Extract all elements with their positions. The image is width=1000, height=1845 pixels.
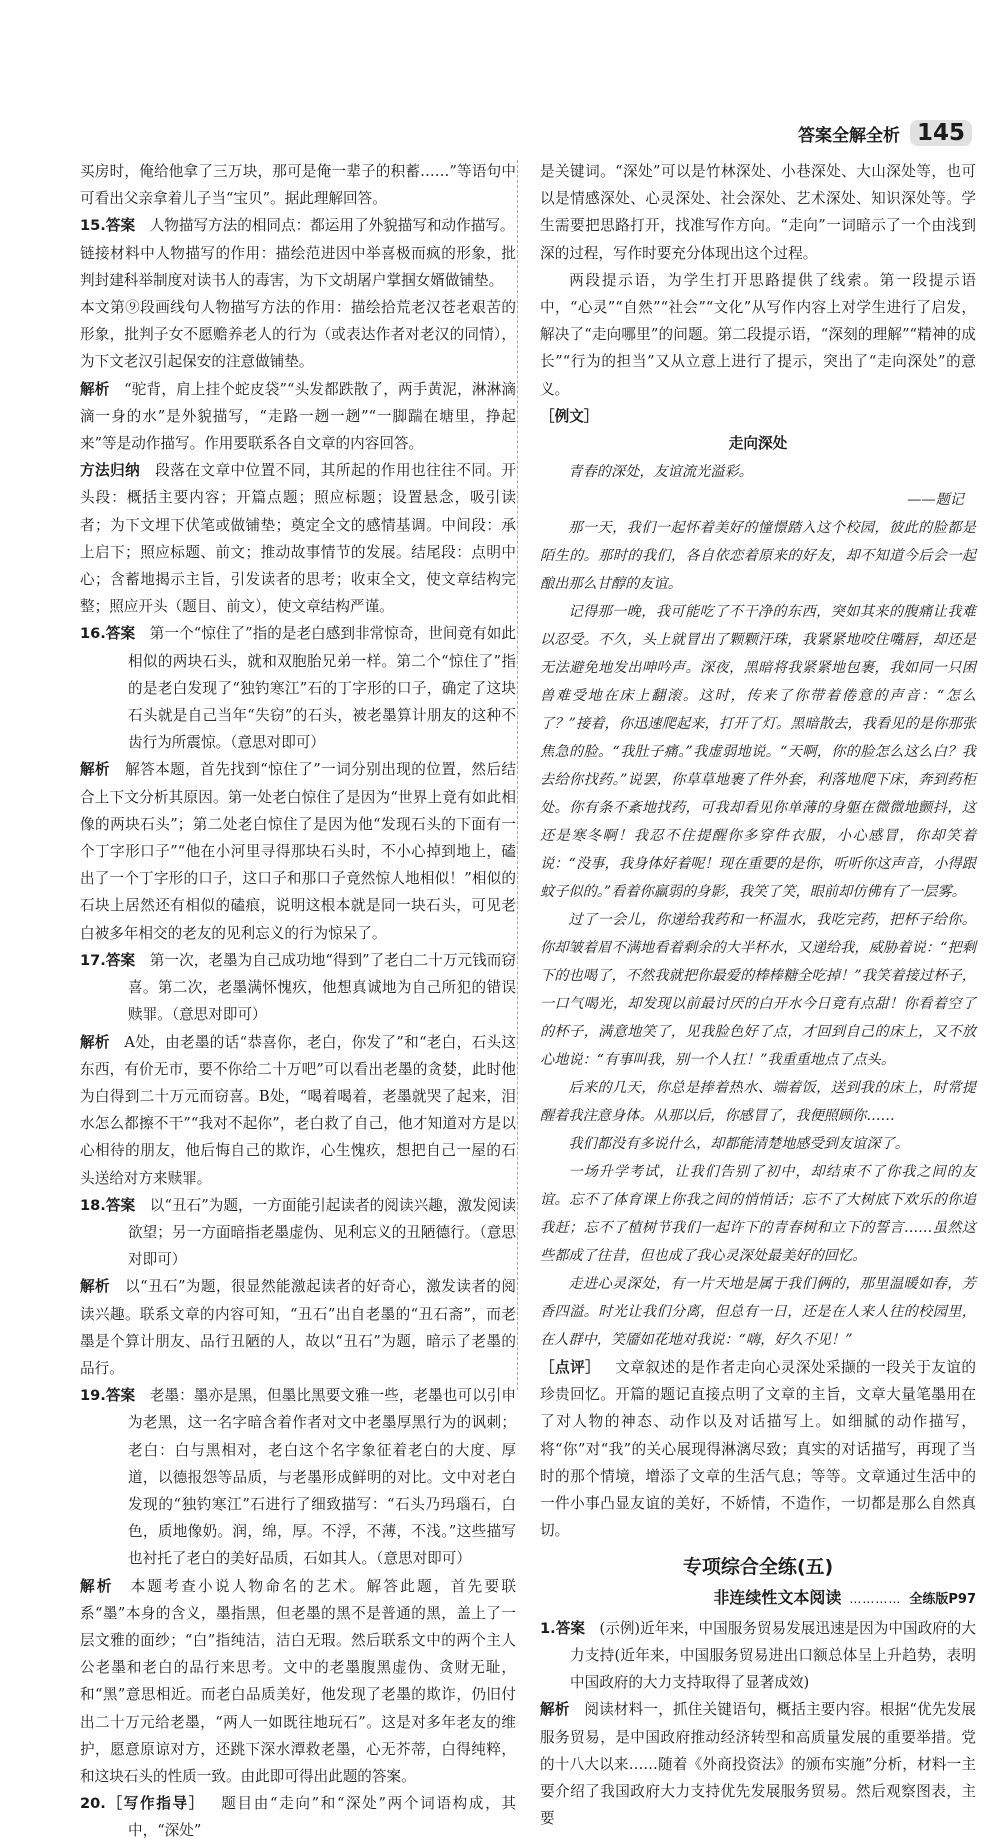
question-number: 19.: [80, 1387, 106, 1405]
answer-paragraph: [80, 1790, 516, 1844]
answer-paragraph: [80, 212, 516, 239]
essay-paragraph: 一场升学考试，让我们告别了初中，却结束不了你我之间的友谊。忘不了体育课上你我之间的悄悄话；忘不了大树底下欢乐的你追我赶；忘不了植树节我们一起许下的青春树和立下的誓言……虽然这些都成了往昔，但也成了我心灵深处最美好的回忆。: [540, 1164, 976, 1265]
paragraph-text: 买房时，俺给他拿了三万块，那可是俺一辈子的积蓄……”等语句中可看出父亲拿着儿子当“宝贝”。据此理解回答。: [80, 163, 516, 208]
essay-paragraph: 我们都没有多说什么，却都能清楚地感受到友谊深了。: [568, 1136, 909, 1153]
answer-paragraph: [80, 376, 516, 458]
question-number: 15.: [80, 217, 106, 235]
essay-title: 走向深处: [728, 435, 788, 453]
essay-paragraph: 过了一会儿，你递给我药和一杯温水，我吃完药，把杯子给你。你却皱着眉不满地看着剩余的大半杯水，又递给我，威胁着说：“把剩下的也喝了，不然我就把你最爱的棒棒糖全吃掉！”我笑着接过杯子，一口气喝光，却发现以前最讨厌的白开水今日竟有点甜！你看着空了的杯子，满意地笑了，见我脸色好了点，才回到自己的床上，又不放心地说：“有事叫我，别一个人扛！”我重重地点了点头。: [540, 912, 976, 1069]
essay-body: [540, 514, 976, 1354]
answer-paragraph: [80, 158, 516, 212]
question-number: 17.: [80, 951, 106, 969]
label-tag: 答案: [105, 217, 136, 235]
paragraph-text: A处，由老墨的话“恭喜你，老白，你发了”和“老白，石头这东西，有价无市，要不你给二十万吧”可以看出老墨的贪婪，此时他为白得到二十万元而窃喜。B处，“喝着喝着，老墨就哭了起来，泪水怎么都擦不干”“我对不起你”，老白救了自己，他才知道对方是以心相待的朋友，他后悔自己的欺诈，心生愧疚，想把自己一屋的石头送给对方来赎罪。: [80, 1033, 516, 1187]
essay-paragraph: 那一天，我们一起怀着美好的憧憬踏入这个校园，彼此的脸都是陌生的。那时的我们，各自依恋着原来的好友，却不知道今后会一起酿出那么甘醇的友谊。: [540, 520, 976, 593]
paragraph-text: 阅读材料一，抓住关键语句，概括主要内容。根据“优先发展服务贸易，是中国政府推动经济转型和高质量发展的重要举措。党的十八大以来……随着《外商投资法》的颁布实施”分析，材料一主要介绍了我国政府大力支持优先发展服务贸易。然后观察图表，主要: [540, 1701, 976, 1828]
label-tag: 解析: [80, 380, 110, 398]
answer-paragraph: [80, 1192, 516, 1274]
paragraph-text: 两段提示语，为学生打开思路提供了线索。第一段提示语中，“心灵”“自然”“社会”“文化”从写作内容上对学生进行了启发，解决了“走向哪里”的问题。第二段提示语，“深刻的理解”“精神的成长”“行为的担当”又从立意上进行了提示，突出了“走向深处”的意义。: [540, 271, 976, 398]
answer-paragraph: [80, 1029, 516, 1192]
answer-paragraph: [80, 756, 516, 946]
answer-paragraph: [540, 1615, 976, 1697]
header-title: 答案全解全析: [797, 125, 900, 146]
answer-paragraph: [80, 1382, 516, 1572]
column-divider: [517, 160, 518, 1390]
paragraph-text: 文章叙述的是作者走向心灵深处采撷的一段关于友谊的珍贵回忆。开篇的题记直接点明了文章的主旨，文章大量笔墨用在了对人物的神态、动作以及对话描写上。如细腻的动作描写，将“你”对“我”的关心展现得淋漓尽致；真实的对话描写，再现了当时的那个情境，增添了文章的生活气息；等等。文章通过生活中的一件小事凸显友谊的美好，不娇情，不造作，一切都是那么自然真切。: [540, 1359, 976, 1540]
question-number: 18.: [80, 1196, 106, 1214]
paragraph-text: 老墨：墨亦是黑，但墨比黑要文雅一些，老墨也可以引申为老黑，这一名字暗含着作者对文中老墨厚黑行为的讽刺；老白：白与黑相对，老白这个名字象征着老白的大度、厚道，以德报怨等品质，与老墨形成鲜明的对比。文中对老白发现的“独钓寒江”石进行了细致描写：“石头乃玛瑙石，白色，质地像奶。润，绵，厚。不浮，不薄，不浅。”这些描写也衬托了老白的美好品质，石如其人。（意思对即可）: [128, 1387, 516, 1568]
paragraph-text: 第一次，老墨为自己成功地“得到”了老白二十万元钱而窃喜。第二次，老墨满怀愧疚，他想真诚地为自己所犯的错误赎罪。（意思对即可）: [128, 951, 516, 1024]
paragraph-text: 链接材料中人物描写的作用：描绘范进因中举喜极而疯的形象，批判封建科举制度对读书人的毒害，为下文胡屠户掌掴女婿做铺垫。: [80, 244, 516, 289]
paragraph-text: 第一个“惊住了”指的是老白感到非常惊奇，世间竟有如此相似的两块石头，就和双胞胎兄弟一样。第二个“惊住了”指的是老白发现了“独钓寒江”石的丁字形的口子，确定了这块石头就是自己当年“失窃”的石头，被老墨算计朋友的这种不齿行为所震惊。（意思对即可）: [128, 625, 516, 752]
section-title: 专项综合全练(五): [682, 1556, 834, 1579]
answer-paragraph: [80, 1273, 516, 1382]
right-tail-block: [540, 1615, 976, 1833]
right-column: [540, 158, 976, 1832]
essay-signature: ——题记: [907, 492, 964, 509]
paragraph-text: 以“丑石”为题，一方面能引起读者的阅读兴趣，激发阅读欲望；另一方面暗指老墨虚伪、见利忘义的丑陋德行。（意思对即可）: [128, 1196, 516, 1269]
page-number: 145: [910, 120, 972, 146]
label-tag: 方法归纳: [80, 462, 141, 480]
example-essay: [540, 430, 976, 1354]
answer-paragraph: [540, 1354, 976, 1544]
label-tag: ［例文］: [540, 407, 599, 425]
question-number: 16.: [80, 625, 106, 643]
answer-paragraph: [80, 620, 516, 756]
page-header: [798, 120, 972, 146]
essay-epigraph: 青春的深处，友谊流光溢彩。: [568, 464, 753, 481]
label-tag: ［点评］: [540, 1359, 601, 1377]
label-tag: 答案: [105, 625, 136, 643]
paragraph-text: 题目由“走向”和“深处”两个词语构成，其中，“深处”: [128, 1795, 516, 1840]
section-page-ref: 全练版P97: [909, 1591, 976, 1607]
paragraph-text: (示例)近年来，中国服务贸易发展迅速是因为中国政府的大力支持(近年来，中国服务贸易进出口额总体呈上升趋势，表明中国政府的大力支持取得了显著成效): [570, 1619, 976, 1692]
paragraph-text: 是关键词。“深处”可以是竹林深处、小巷深处、大山深处等，也可以是情感深处、心灵深处、社会深处、艺术深处、知识深处等。学生需要把思路打开，找准写作方向。“走向”一词暗示了一个由浅到深的过程，写作时要充分体现出这个过程。: [540, 163, 976, 262]
label-tag: ［写作指导］: [105, 1795, 205, 1813]
label-tag: 解析: [80, 1577, 114, 1595]
answer-paragraph: [540, 1696, 976, 1832]
paragraph-text: 本文第⑨段画线句人物描写方法的作用：描绘拾荒老汉苍老艰苦的形象，批判子女不愿赡养老人的行为（或表达作者对老汉的同情），为下文老汉引起保安的注意做铺垫。: [80, 299, 516, 371]
answer-paragraph: [540, 403, 976, 430]
right-top-block: [540, 158, 976, 430]
label-tag: 解析: [80, 761, 111, 779]
essay-paragraph: 记得那一晚，我可能吃了不干净的东西，突如其来的腹痛让我难以忍受。不久，头上就冒出了颗颗汗珠，我紧紧地咬住嘴唇，却还是无法避免地发出呻吟声。深夜，黑暗将我紧紧地包裹，我如同一只困兽难受地在床上翻滚。这时，传来了你带着倦意的声音：“怎么了？”接着，你迅速爬起来，打开了灯。黑暗散去，我看见的是你那张焦急的脸。“我肚子痛。”我虚弱地说。“天啊，你的脸怎么这么白？我去给你找药。”说罢，你草草地裹了件外套，利落地爬下床，奔到药柜处。你有条不紊地找药，可我却看见你单薄的身躯在微微地颤抖，这还是寒冬啊！我忍不住提醒你多穿件衣服，小心感冒，你却笑着说：“没事，我身体好着呢！现在重要的是你，听听你这声音，小得跟蚊子似的。”看着你羸弱的身影，我笑了笑，眼前却仿佛有了一层雾。: [540, 604, 976, 901]
paragraph-text: 解答本题，首先找到“惊住了”一词分别出现的位置，然后结合上下文分析其原因。第一处老白惊住了是因为“世界上竟有如此相像的两块石头”；第二处老白惊住了是因为他“发现石头的下面有一个丁字形口子”“他在小河里寻得那块石头时，不小心掉到地上，磕出了一个丁字形的口子，这口子和那口子竟然惊人地相似！”相似的石块上居然还有相似的磕痕，说明这根本就是同一块石头，可见老白被多年相交的老友的见利忘义的行为惊呆了。: [80, 761, 516, 942]
answer-paragraph: [540, 267, 976, 403]
answer-paragraph: [80, 947, 516, 1029]
label-tag: 解析: [80, 1033, 110, 1051]
paragraph-text: 本题考查小说人物命名的艺术。解答此题，首先要联系“墨”本身的含义，墨指黑，但老墨的黑不是普通的黑，盖上了一层文雅的面纱；“白”指纯洁，洁白无瑕。然后联系文中的两个主人公老墨和老白的品行来思考。文中的老墨腹黑虚伪、贪财无耻，和“黑”意思相近。而老白品质美好，他发现了老墨的欺诈，仍旧付出二十万元给老墨，“两人一如既往地玩石”。这是对多年老友的维护，愿意原谅对方，还跳下深水潭救老墨，心无芥蒂，白得纯粹，和这块石头的性质一致。由此即可得出此题的答案。: [80, 1577, 516, 1785]
section-subtitle-row: [540, 1584, 976, 1613]
essay-paragraph: 后来的几天，你总是捧着热水、端着饭，送到我的床上，时常提醒着我注意身体。从那以后，你感冒了，我便照顾你……: [540, 1080, 976, 1125]
label-tag: 解析: [80, 1278, 111, 1296]
question-number: 20.: [80, 1795, 106, 1813]
paragraph-text: 段落在文章中位置不同，其所起的作用也往往不同。开头段：概括主要内容；开篇点题；照应标题；设置悬念，吸引读者；为下文埋下伏笔或做铺垫；奠定全文的感情基调。中间段：承上启下；照应标题、前文；推动故事情节的发展。结尾段：点明中心；含蓄地揭示主旨，引发读者的思考；收束全文，使文章结构完整；照应开头（题目、前文），使文章结构严谨。: [80, 462, 516, 616]
answer-paragraph: [540, 158, 976, 267]
section-subtitle: 非连续性文本阅读: [713, 1587, 842, 1607]
left-column: [80, 158, 516, 1845]
essay-paragraph: 走进心灵深处，有一片天地是属于我们俩的，那里温暖如春，芳香四溢。时光让我们分离，但总有一日，还是在人来人往的校园里，在人群中，笑靥如花地对我说：“嗨，好久不见！”: [540, 1276, 976, 1349]
label-tag: 答案: [105, 1196, 136, 1214]
paragraph-text: “驼背，肩上挂个蛇皮袋”“头发都跌散了，两手黄泥，淋淋滴滴一身的水”是外貌描写，“走路一趔一趔”“一脚踹在塘里，挣起来”等是动作描写。作用要联系各自文章的内容回答。: [80, 380, 516, 453]
paragraph-text: 以“丑石”为题，很显然能激起读者的好奇心，激发读者的阅读兴趣。联系文章的内容可知，“丑石”出自老墨的“丑石斋”，而老墨是个算计朋友、品行丑陋的人，故以“丑石”为题，暗示了老墨的品行。: [80, 1278, 516, 1377]
label-tag: 答案: [105, 1387, 136, 1405]
answer-paragraph: [80, 240, 516, 294]
label-tag: 答案: [555, 1619, 585, 1637]
label-tag: 解析: [540, 1701, 570, 1719]
answer-paragraph: [80, 294, 516, 376]
label-tag: 答案: [105, 951, 136, 969]
answer-paragraph: [80, 1573, 516, 1791]
paragraph-text: 人物描写方法的相同点：都运用了外貌描写和动作描写。: [149, 217, 515, 235]
leader-dots: …………: [849, 1591, 902, 1606]
question-number: 1.: [540, 1619, 556, 1637]
right-bottom-block: [540, 1354, 976, 1544]
answer-paragraph: [80, 457, 516, 620]
